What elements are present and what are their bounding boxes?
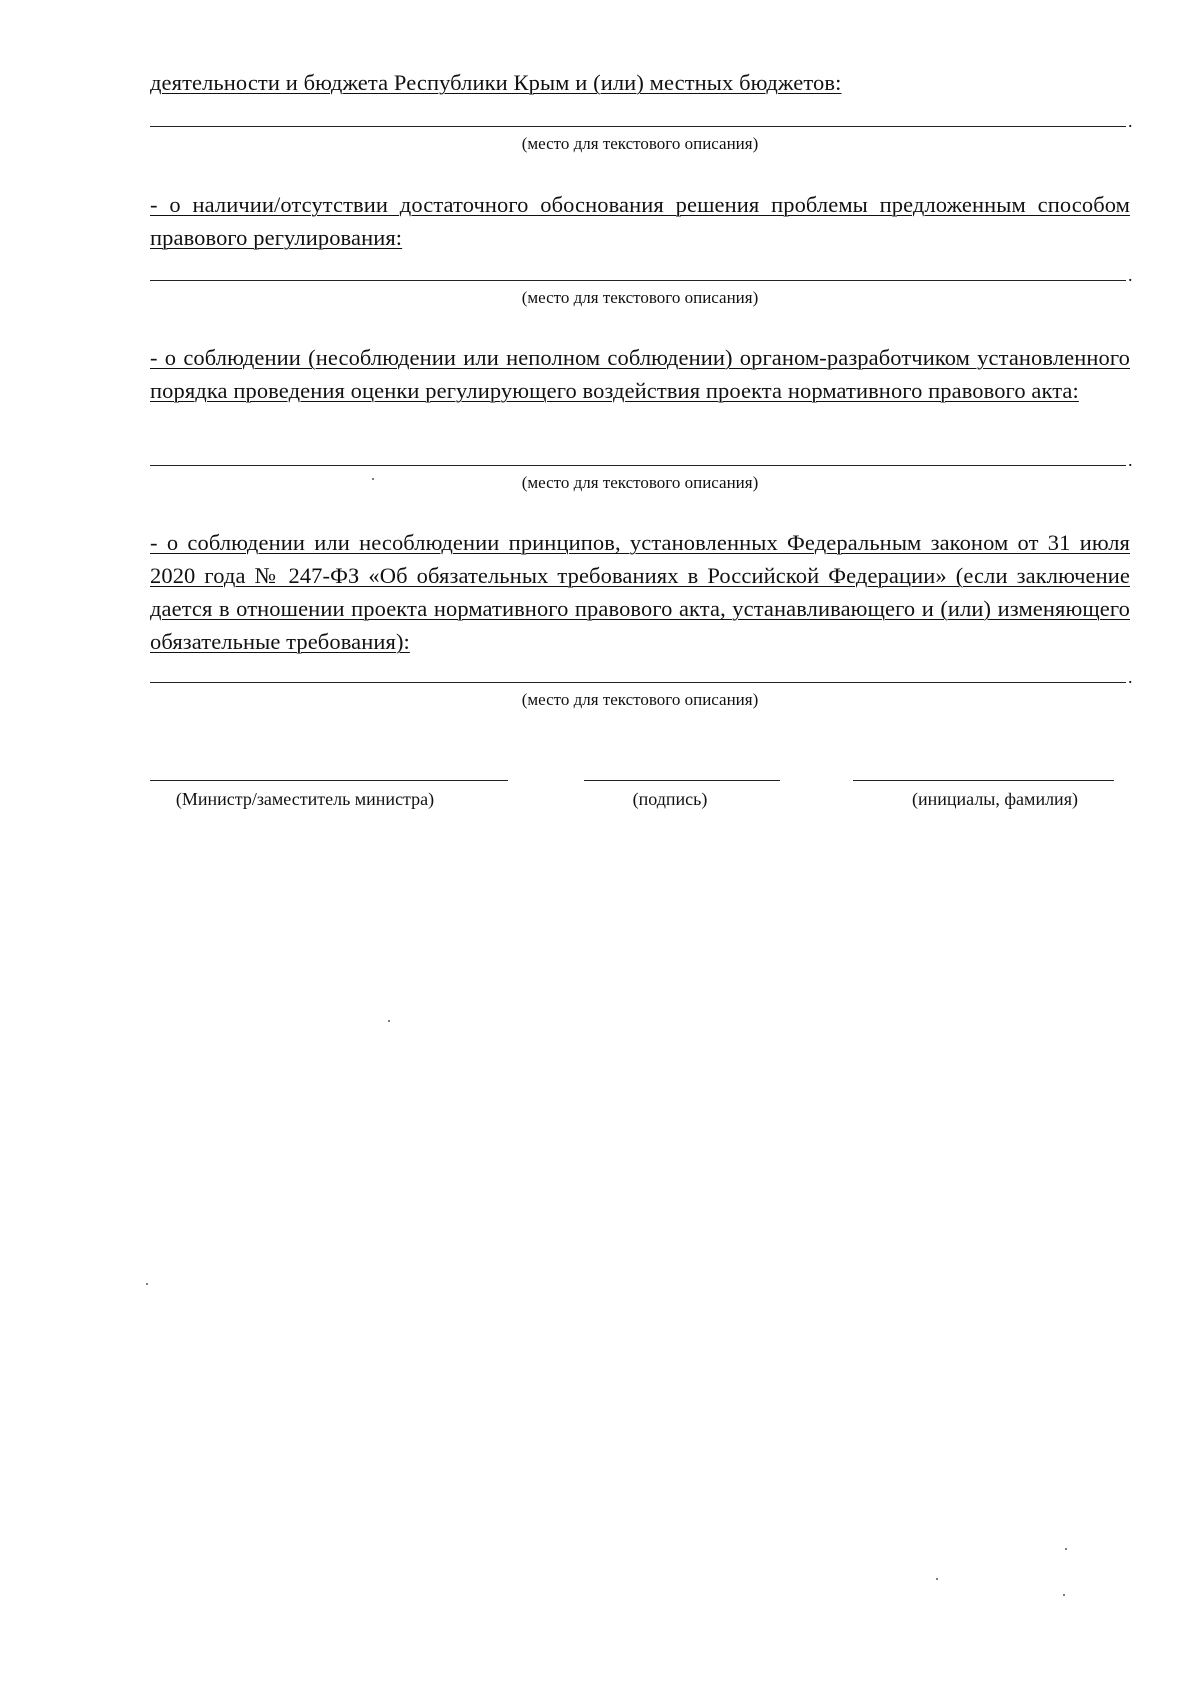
scan-speck [936, 1578, 938, 1580]
blank-caption: (место для текстового описания) [521, 134, 759, 153]
signature-line [584, 780, 780, 781]
text-blank-line [150, 126, 1126, 127]
text-blank-line [150, 280, 1126, 281]
name-signature-line [853, 780, 1114, 781]
paragraph-procedure-compliance: - о соблюдении (несоблюдении или неполном соблюдении) органом-разработчиком установленного порядка проведения оценки регулирующего воздействия проекта нормативного правового акта: [150, 345, 1130, 403]
blank-line-end: . [1128, 450, 1133, 470]
paragraph-principles-compliance: - о соблюдении или несоблюдении принципов, установленных Федеральным законом от 31 июля 2020 года № 247-ФЗ «Об обязательных требованиях в Российской Федерации» (если заключение дается в отношении проекта нормативного правового акта, устанавливающего и (или) изменяющего обязательные требования): [150, 530, 1130, 654]
signature-label: (подпись) [632, 789, 708, 809]
name-label: (инициалы, фамилия) [912, 789, 1078, 809]
blank-line-end: . [1128, 667, 1133, 687]
scan-speck [1063, 1594, 1065, 1596]
blank-line-end: . [1128, 265, 1133, 285]
scan-speck [388, 1020, 390, 1022]
blank-caption: (место для текстового описания) [521, 690, 759, 709]
scan-speck [146, 1283, 148, 1285]
text-blank-line [150, 682, 1126, 683]
paragraph-budget-tail: деятельности и бюджета Республики Крым и (или) местных бюджетов: [150, 70, 842, 95]
position-label: (Министр/заместитель министра) [175, 789, 435, 809]
blank-caption: (место для текстового описания) [521, 473, 759, 492]
text-blank-line [150, 465, 1126, 466]
scan-speck [372, 478, 374, 480]
blank-line-end: . [1128, 111, 1133, 131]
blank-caption: (место для текстового описания) [521, 288, 759, 307]
paragraph-justification: - о наличии/отсутствии достаточного обоснования решения проблемы предложенным способом правового регулирования: [150, 192, 1130, 250]
position-signature-line [150, 780, 508, 781]
scan-speck [1065, 1548, 1067, 1550]
